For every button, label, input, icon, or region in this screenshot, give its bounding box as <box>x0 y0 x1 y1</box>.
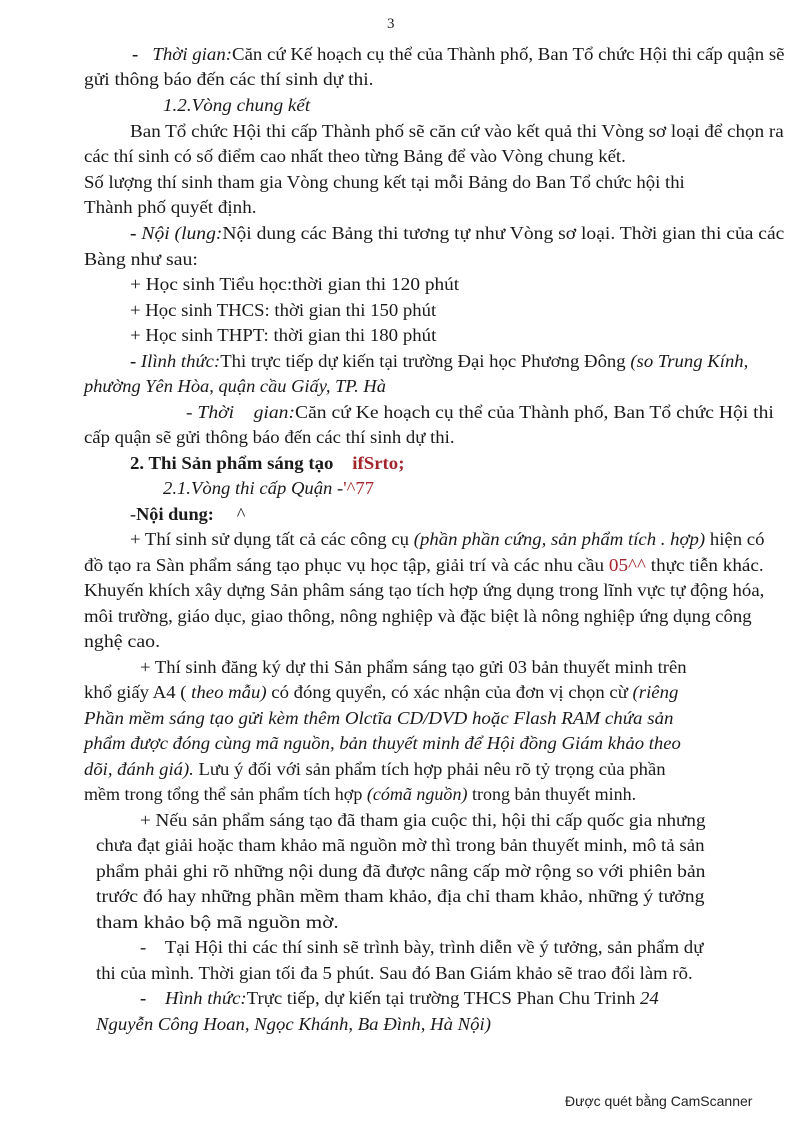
text-line: cấp quận sẽ gửi thông báo đến các thí sinh dự thi. <box>84 427 455 447</box>
section-heading: 1.2.Vòng chung kết <box>163 95 311 115</box>
text-line: - Ilình thức:Thi trực tiếp dự kiến tại trường Đại học Phương Đông (so Trung Kính, <box>130 351 749 371</box>
text-line: Bàng như sau: <box>84 249 198 269</box>
text-line: - Hình thức:Trực tiếp, dự kiến tại trường THCS Phan Chu Trinh 24 <box>140 988 659 1008</box>
text-line: Khuyến khích xây dựng Sản phâm sáng tạo tích hợp ứng dụng trong lĩnh vực tự động hóa, <box>84 580 765 600</box>
page-number: 3 <box>387 16 395 32</box>
text-line: + Học sinh Tiểu học:thời gian thi 120 phút <box>130 274 460 294</box>
text-line: phẩm phải ghi rõ những nội dung đã được nâng cấp mờ rộng so với phiên bản <box>96 861 706 881</box>
text-line: - Thời gian:Căn cứ Kế hoạch cụ thể của Thành phố, Ban Tổ chức Hội thi cấp quận sẽ <box>132 44 785 64</box>
section-heading: 2. Thi Sản phẩm sáng tạo ifSrto; <box>130 453 405 473</box>
text-line: phẩm được đóng cùng mã nguồn, bản thuyết minh để Hội đồng Giám khảo theo <box>84 733 681 753</box>
text-line: - Thời gian:Căn cứ Ke hoạch cụ thể của Thành phố, Ban Tổ chức Hội thi <box>186 402 774 422</box>
text-line: tham khảo bộ mã nguồn mờ. <box>96 912 339 932</box>
text-line: Thành phố quyết định. <box>84 197 257 217</box>
text-line: phường Yên Hòa, quận cầu Giấy, TP. Hà <box>84 376 386 396</box>
text-line: các thí sinh có số điểm cao nhất theo từng Bảng để vào Vòng chung kết. <box>84 146 626 166</box>
text-line: - Tại Hội thi các thí sinh sẽ trình bày, trình diễn về ý tưởng, sản phẩm dự <box>140 937 704 957</box>
text-line: -Nội dung: ^ <box>130 504 246 524</box>
text-line: môi trường, giáo dục, giao thông, nông nghiệp và đặc biệt là nông nghiệp ứng dụng công <box>84 606 752 626</box>
text-line: gửi thông báo đến các thí sinh dự thi. <box>84 69 374 89</box>
text-line: Số lượng thí sinh tham gia Vòng chung kết tại mỗi Bảng do Ban Tổ chức hội thi <box>84 172 685 192</box>
text-line: khổ giấy A4 ( theo mẫu) có đóng quyển, có xác nhận của đơn vị chọn cừ (riêng <box>84 682 679 702</box>
section-heading: 2.1.Vòng thi cấp Quận -'^77 <box>163 478 375 498</box>
text-line: chưa đạt giải hoặc tham khảo mã nguồn mờ thì trong bản thuyết minh, mô tả sản <box>96 835 705 855</box>
scanner-watermark: Được quét bằng CamScanner <box>565 1093 753 1109</box>
text-line: đồ tạo ra Sàn phẩm sáng tạo phục vụ học tập, giải trí và các nhu cầu 05^^ thực tiễn khác. <box>84 555 764 575</box>
text-line: + Thí sinh đăng ký dự thi Sản phẩm sáng tạo gửi 03 bản thuyết minh trên <box>140 657 687 677</box>
text-line: - Nội (lung:Nội dung các Bảng thi tương tự như Vòng sơ loại. Thời gian thi của các <box>130 223 785 243</box>
text-line: + Nếu sản phẩm sáng tạo đã tham gia cuộc thi, hội thi cấp quốc gia nhưng <box>140 810 706 830</box>
text-line: dõi, đánh giá). Lưu ý đối với sản phẩm tích hợp phải nêu rõ tỷ trọng của phần <box>84 759 666 779</box>
text-line: Ban Tổ chức Hội thi cấp Thành phố sẽ căn cứ vào kết quả thi Vòng sơ loại để chọn ra <box>130 121 784 141</box>
text-line: nghệ cao. <box>84 631 161 651</box>
text-line: + Học sinh THCS: thời gian thi 150 phút <box>130 300 437 320</box>
text-line: mềm trong tổng thể sản phẩm tích hợp (cómã nguồn) trong bản thuyết minh. <box>84 784 637 804</box>
text-line: + Học sinh THPT: thời gian thi 180 phút <box>130 325 437 345</box>
text-line: Phần mềm sáng tạo gửi kèm thêm Olctĩa CD/DVD hoặc Flash RAM chứa sản <box>84 708 674 728</box>
text-line: + Thí sinh sử dụng tất cả các công cụ (phần phần cứng, sản phẩm tích . hợp) hiện có <box>130 529 765 549</box>
text-line: Nguyễn Công Hoan, Ngọc Khánh, Ba Đình, Hà Nội) <box>96 1014 491 1034</box>
text-line: thi của mình. Thời gian tối đa 5 phút. Sau đó Ban Giám khảo sẽ trao đổi làm rõ. <box>96 963 693 983</box>
text-line: trước đó hay những phần mềm tham khảo, địa chỉ tham khảo, những ý tưởng <box>96 886 705 906</box>
